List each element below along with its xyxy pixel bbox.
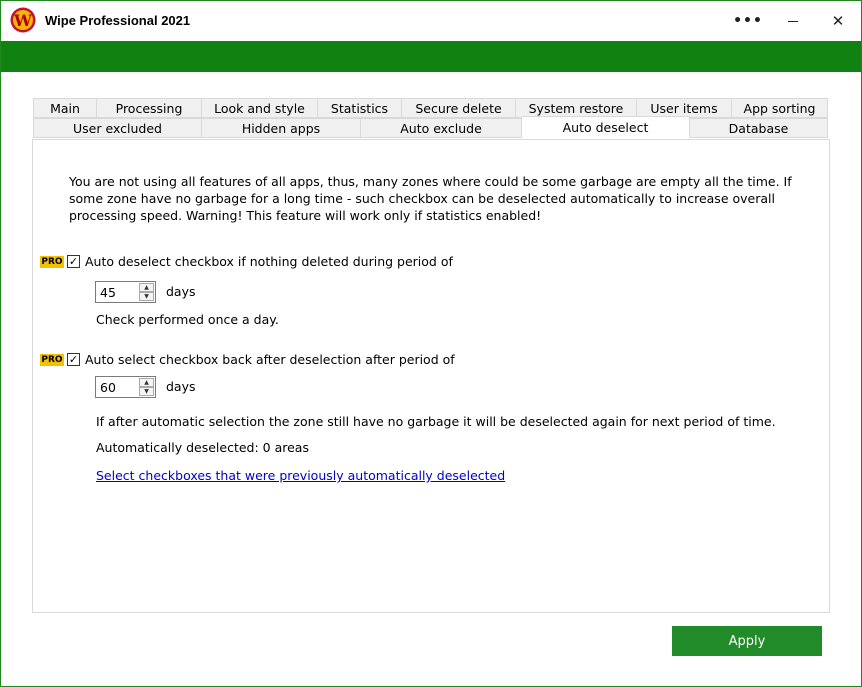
minimize-button[interactable] <box>770 1 816 41</box>
auto-reselect-label: Auto select checkbox back after deselection after period of <box>85 352 455 367</box>
reselect-days-value[interactable]: 60 <box>100 380 116 395</box>
more-options-button[interactable]: ••• <box>733 13 763 29</box>
feature-description: You are not using all features of all apps, thus, many zones where could be some garbage are empty all the time. If some zone have no garbage for a long time - such checkbox can be deselected automatically to increase overall processing speed. Warning! This feature will work only if statistics enabled! <box>69 174 792 223</box>
reselect-note: If after automatic selection the zone still have no garbage it will be deselected again for next period of time. <box>96 414 776 429</box>
tab-auto-deselect[interactable]: Auto deselect <box>522 116 690 138</box>
close-button[interactable]: ✕ <box>831 12 845 30</box>
tab-look-and-style[interactable]: Look and style <box>202 98 318 118</box>
auto-deselect-label: Auto deselect checkbox if nothing deleted during period of <box>85 254 453 269</box>
checkmark-icon: ✓ <box>68 255 79 268</box>
apply-button[interactable]: Apply <box>672 626 822 656</box>
tab-row-2 <box>33 118 828 138</box>
tab-processing[interactable]: Processing <box>97 98 202 118</box>
deselected-count-status: Automatically deselected: 0 areas <box>96 440 309 455</box>
reselect-deselected-link[interactable]: Select checkboxes that were previously automatically deselected <box>96 468 506 483</box>
app-logo-icon <box>10 7 36 33</box>
tab-statistics[interactable]: Statistics <box>318 98 402 118</box>
deselect-days-unit: days <box>166 284 196 299</box>
spin-up-icon[interactable]: ▲ <box>139 378 154 387</box>
tab-database[interactable]: Database <box>690 118 828 138</box>
spin-down-icon[interactable]: ▼ <box>139 387 154 396</box>
spin-up-icon[interactable]: ▲ <box>139 283 154 292</box>
checkmark-icon: ✓ <box>68 353 79 366</box>
deselect-days-spinner[interactable] <box>95 281 156 303</box>
tab-hidden-apps[interactable]: Hidden apps <box>202 118 361 138</box>
tab-secure-delete[interactable]: Secure delete <box>402 98 516 118</box>
pro-badge: PRO <box>41 257 63 267</box>
minimize-icon <box>788 21 798 22</box>
tab-main[interactable]: Main <box>33 98 97 118</box>
deselect-days-value[interactable]: 45 <box>100 285 116 300</box>
tab-auto-exclude[interactable]: Auto exclude <box>361 118 522 138</box>
check-frequency-note: Check performed once a day. <box>96 312 279 327</box>
tab-app-sorting[interactable]: App sorting <box>732 98 828 118</box>
svg-text:W: W <box>14 11 32 30</box>
reselect-days-spinner[interactable] <box>95 376 156 398</box>
auto-reselect-checkbox[interactable] <box>67 353 80 366</box>
window-title: Wipe Professional 2021 <box>45 13 191 28</box>
spin-down-icon[interactable]: ▼ <box>139 292 154 301</box>
auto-deselect-checkbox[interactable] <box>67 255 80 268</box>
header-green-bar <box>1 41 861 72</box>
tab-user-excluded[interactable]: User excluded <box>33 118 202 138</box>
tab-row-1 <box>33 98 828 118</box>
title-bar <box>1 1 861 41</box>
reselect-days-unit: days <box>166 379 196 394</box>
tab-system-restore[interactable]: System restore <box>516 98 637 118</box>
pro-badge: PRO <box>41 355 63 365</box>
tab-user-items[interactable]: User items <box>637 98 732 118</box>
